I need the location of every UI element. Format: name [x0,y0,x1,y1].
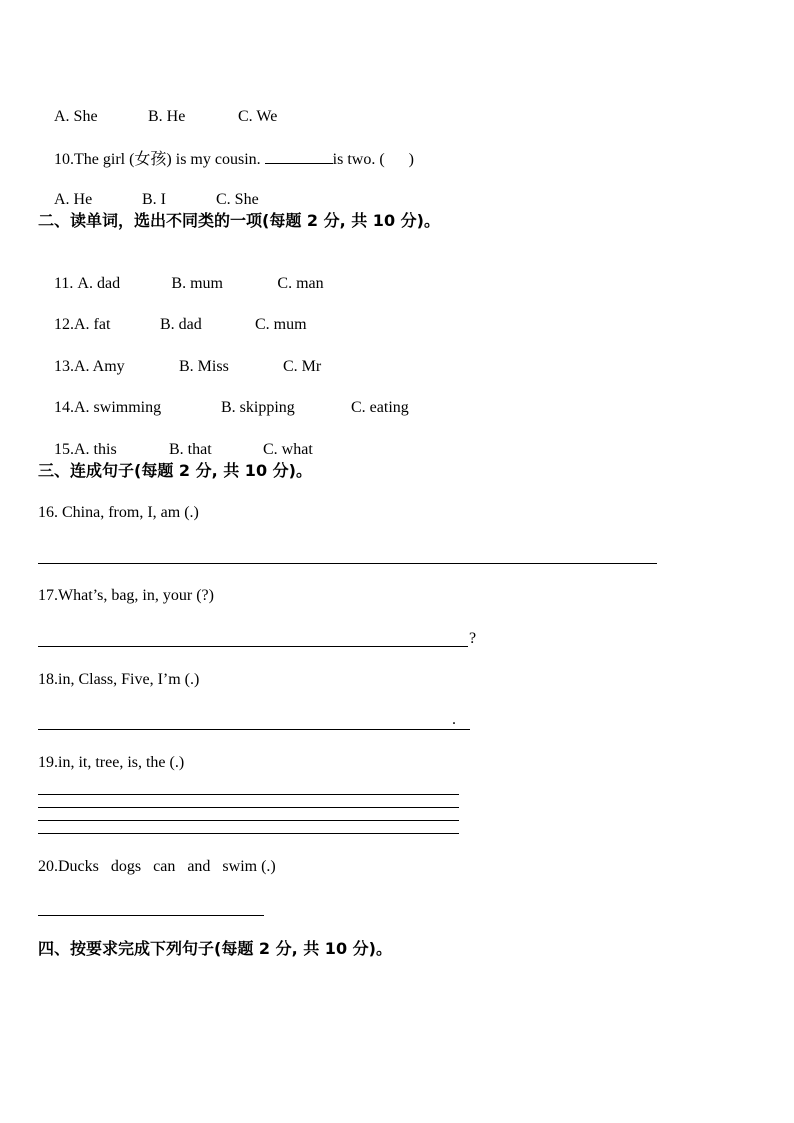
option: A. Amy [74,358,125,375]
question-text: is two. ( ) [332,151,414,168]
question-20: 20.Ducks dogs can and swim (.) [38,858,276,875]
option: C. mum [255,316,307,333]
option: B. dad [160,316,202,333]
section-heading: 三、连成句子(每题 2 分, 共 10 分)。 [38,461,312,480]
answer-line[interactable] [38,833,459,834]
question-text: 10.The girl (女孩) is my cousin. [54,151,265,168]
question-18: 18.in, Class, Five, I’m (.) [38,671,200,688]
option: B. mum [171,275,223,292]
option: A. swimming [74,399,162,416]
question-number: 14. [54,399,74,416]
answer-line[interactable] [38,794,459,795]
answer-line[interactable] [38,820,459,821]
option: A. this [74,441,117,458]
option: A. She [54,108,98,125]
option: C. She [216,191,259,208]
section-heading: 二、读单词，选出不同类的一项(每题 2 分, 共 10 分)。 [38,211,440,230]
answer-blank[interactable] [265,149,333,164]
question-number: 15. [54,441,74,458]
option: B. that [169,441,212,458]
option: C. We [238,108,278,125]
end-mark: ? [469,630,477,647]
option: B. He [148,108,186,125]
answer-line[interactable] [38,915,264,916]
answer-line[interactable] [38,563,657,564]
option: C. eating [351,399,409,416]
option: B. I [142,191,166,208]
option: B. Miss [179,358,229,375]
option: B. skipping [221,399,295,416]
end-mark: . [452,711,456,728]
question-16: 16. China, from, I, am (.) [38,504,199,521]
question-19: 19.in, it, tree, is, the (.) [38,754,185,771]
option: A. He [54,191,93,208]
question-number: 12. [54,316,74,333]
option: C. Mr [283,358,322,375]
answer-line[interactable] [38,646,468,647]
option: A. dad [77,275,121,292]
question-number: 11. [54,275,78,292]
section-heading: 四、按要求完成下列句子(每题 2 分, 共 10 分)。 [38,939,392,958]
question-number: 13. [54,358,74,375]
answer-line[interactable] [38,729,470,730]
option: C. man [277,275,324,292]
option: C. what [263,441,313,458]
answer-line[interactable] [38,807,459,808]
option: A. fat [74,316,111,333]
question-17: 17.What’s, bag, in, your (?) [38,587,214,604]
